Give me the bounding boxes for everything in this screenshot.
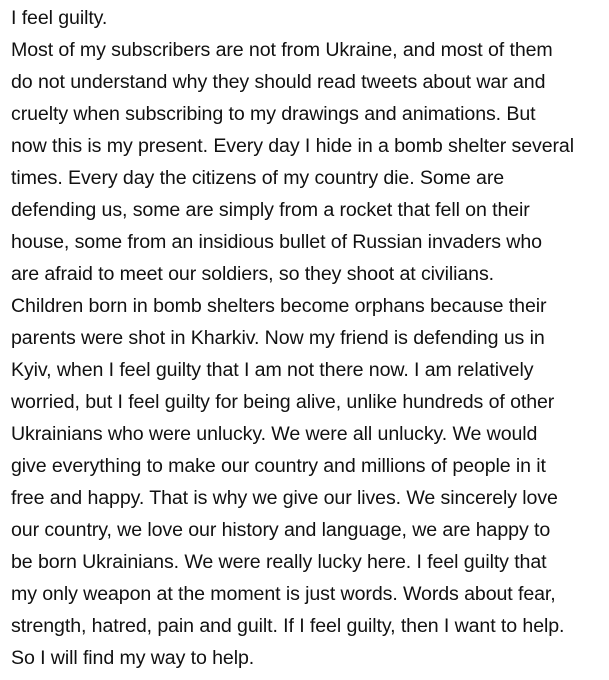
text-line: now this is my present. Every day I hide in a bomb shelter several bbox=[11, 135, 574, 157]
text-line: worried, but I feel guilty for being alive, unlike hundreds of other bbox=[11, 391, 555, 413]
text-line: Most of my subscribers are not from Ukraine, and most of them bbox=[11, 39, 553, 61]
text-line: my only weapon at the moment is just words. Words about fear, bbox=[11, 583, 556, 605]
text-line: Children born in bomb shelters become orphans because their bbox=[11, 295, 547, 317]
text-line: do not understand why they should read tweets about war and bbox=[11, 71, 546, 93]
text-line: parents were shot in Kharkiv. Now my friend is defending us in bbox=[11, 327, 545, 349]
text-line: Kyiv, when I feel guilty that I am not there now. I am relatively bbox=[11, 359, 534, 381]
text-line: house, some from an insidious bullet of Russian invaders who bbox=[11, 231, 542, 253]
text-line: I feel guilty. bbox=[11, 7, 108, 29]
text-line: free and happy. That is why we give our lives. We sincerely love bbox=[11, 487, 558, 509]
text-line: defending us, some are simply from a rocket that fell on their bbox=[11, 199, 530, 221]
text-line: So I will find my way to help. bbox=[11, 647, 255, 669]
text-line: Ukrainians who were unlucky. We were all unlucky. We would bbox=[11, 423, 538, 445]
text-line: strength, hatred, pain and guilt. If I feel guilty, then I want to help. bbox=[11, 615, 565, 637]
text-line: are afraid to meet our soldiers, so they shoot at civilians. bbox=[11, 263, 494, 285]
text-line: cruelty when subscribing to my drawings and animations. But bbox=[11, 103, 536, 125]
text-line: give everything to make our country and millions of people in it bbox=[11, 455, 546, 477]
text-line: times. Every day the citizens of my country die. Some are bbox=[11, 167, 505, 189]
text-line: our country, we love our history and language, we are happy to bbox=[11, 519, 551, 541]
text-line: be born Ukrainians. We were really lucky here. I feel guilty that bbox=[11, 551, 547, 573]
